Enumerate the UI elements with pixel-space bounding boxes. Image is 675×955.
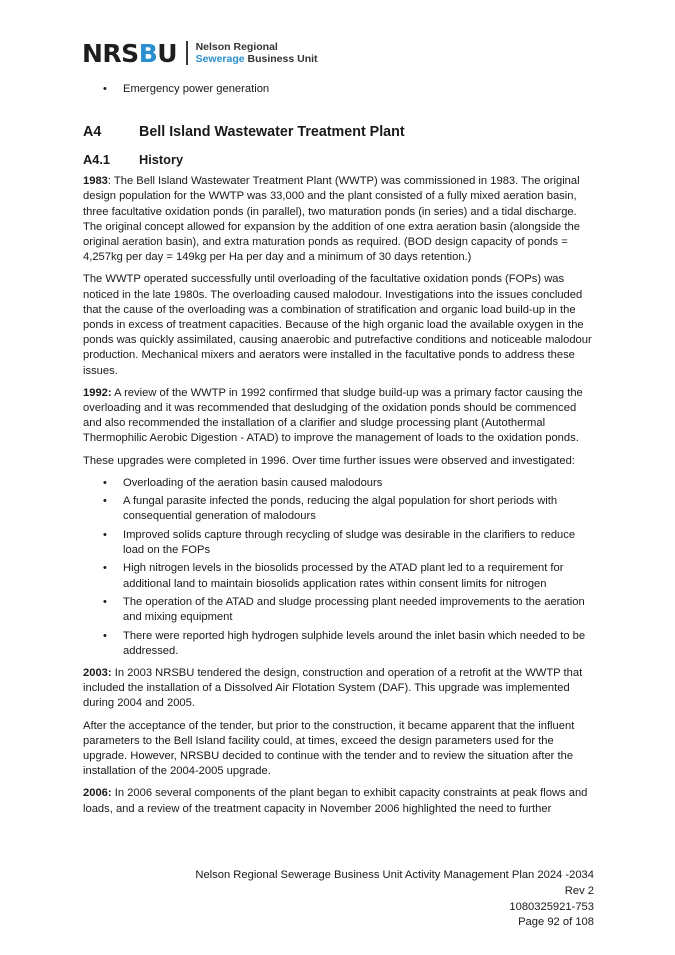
page-footer [195,868,594,931]
paragraph-2006: 2006: In 2006 several components of the plant began to exhibit capacity constraints at peak flows and loads, and a review of the treatment capacity in November 2006 highlighted the need to further [83,787,588,815]
footer-document-id: 1080325921-753 [509,900,594,913]
org-name [196,41,318,65]
footer-revision: Rev 2 [564,884,594,897]
paragraph-upgrades: These upgrades were completed in 1996. Over time further issues were observed and investigated: [83,454,575,467]
list-item: • Overloading of the aeration basin caused malodours [83,476,596,491]
list-item: • High nitrogen levels in the biosolids processed by the ATAD plant led to a requirement for additional land to maintain biosolids application rates within consent limits for nitrogen [83,561,596,591]
document-body [83,82,596,824]
footer-plan-title: Nelson Regional Sewerage Business Unit Activity Management Plan 2024 -2034 [195,869,594,881]
paragraph-1992: 1992: A review of the WWTP in 1992 confirmed that sludge build-up was a primary factor causing the overloading and it was recommended that desludging of the oxidation ponds should be commenced and also recommended the installation of a clarifier and sludge processing plant (Autothermal Thermophilic Aerobic Digestion - ATAD) to improve the management of loads to the oxidation ponds. [83,386,583,445]
subsection-heading [83,151,596,168]
paragraph-2003: 2003: In 2003 NRSBU tendered the design, construction and operation of a retrofit at the WWTP that included the installation of a Dissolved Air Flotation System (DAF). This upgrade was implemented during 2004 and 2005. [83,667,583,710]
list-item: • Emergency power generation [83,82,596,97]
paragraph-tender: After the acceptance of the tender, but prior to the construction, it became apparent that the influent parameters to the Bell Island facility could, at times, exceed the design parameters used for the upgrade. However, NRSBU decided to continue with the tender and to review the situation after the installation of the 2004-2005 upgrade. [83,719,575,778]
list-item: • A fungal parasite infected the ponds, reducing the algal population for short periods with consequential generation of malodours [83,494,596,524]
page-header [82,38,318,68]
section-title: Bell Island Wastewater Treatment Plant [139,124,405,141]
subsection-title: History [139,152,184,168]
list-item: • There were reported high hydrogen sulphide levels around the inlet basin which needed to be addressed. [83,629,596,659]
logo-divider [186,41,188,65]
intro-bullet-list [83,82,596,97]
nrsbu-logo: NRSBU [82,38,178,68]
list-item: • Improved solids capture through recycling of sludge was desirable in the clarifiers to reduce load on the FOPs [83,528,596,558]
org-name-line1: Nelson Regional [195,41,278,53]
issues-list [83,476,596,659]
section-number: A4 [83,124,102,141]
footer-page-number: Page 92 of 108 [518,916,594,929]
org-name-line2: Sewerage Business Unit [195,53,318,65]
subsection-number: A4.1 [83,152,111,168]
list-item: • The operation of the ATAD and sludge processing plant needed improvements to the aeration and mixing equipment [83,595,596,625]
paragraph-1983: 1983: The Bell Island Wastewater Treatment Plant (WWTP) was commissioned in 1983. The original design population for the WWTP was 33,000 and the plant consisted of a fully mixed aeration basin, three facultative oxidation ponds (in parallel), two maturation ponds (in series) and a tidal discharge. The original concept allowed for expansion by the addition of one extra aeration basin (alongside the original aeration basin), and extra maturation ponds as required. (BOD design capacity of ponds = 4,257kg per day = 149kg per Ha per day and a minimum of 30 days retention.) [83,175,580,264]
paragraph-overloading: The WWTP operated successfully until overloading of the facultative oxidation ponds (FOPs) was noticed in the late 1980s. The overloading caused malodour. Investigations into the issues concluded that the cause of the overloading was a combination of stratification and organic load build-up in the ponds in excess of treatment capacities. Because of the high organic load the available oxygen in the ponds was quickly assimilated, causing anaerobic and putrefactive conditions and noticeable malodour production. Mechanical mixers and aerators were installed in the facultative ponds to address these issues. [83,273,592,377]
section-heading [83,123,596,141]
